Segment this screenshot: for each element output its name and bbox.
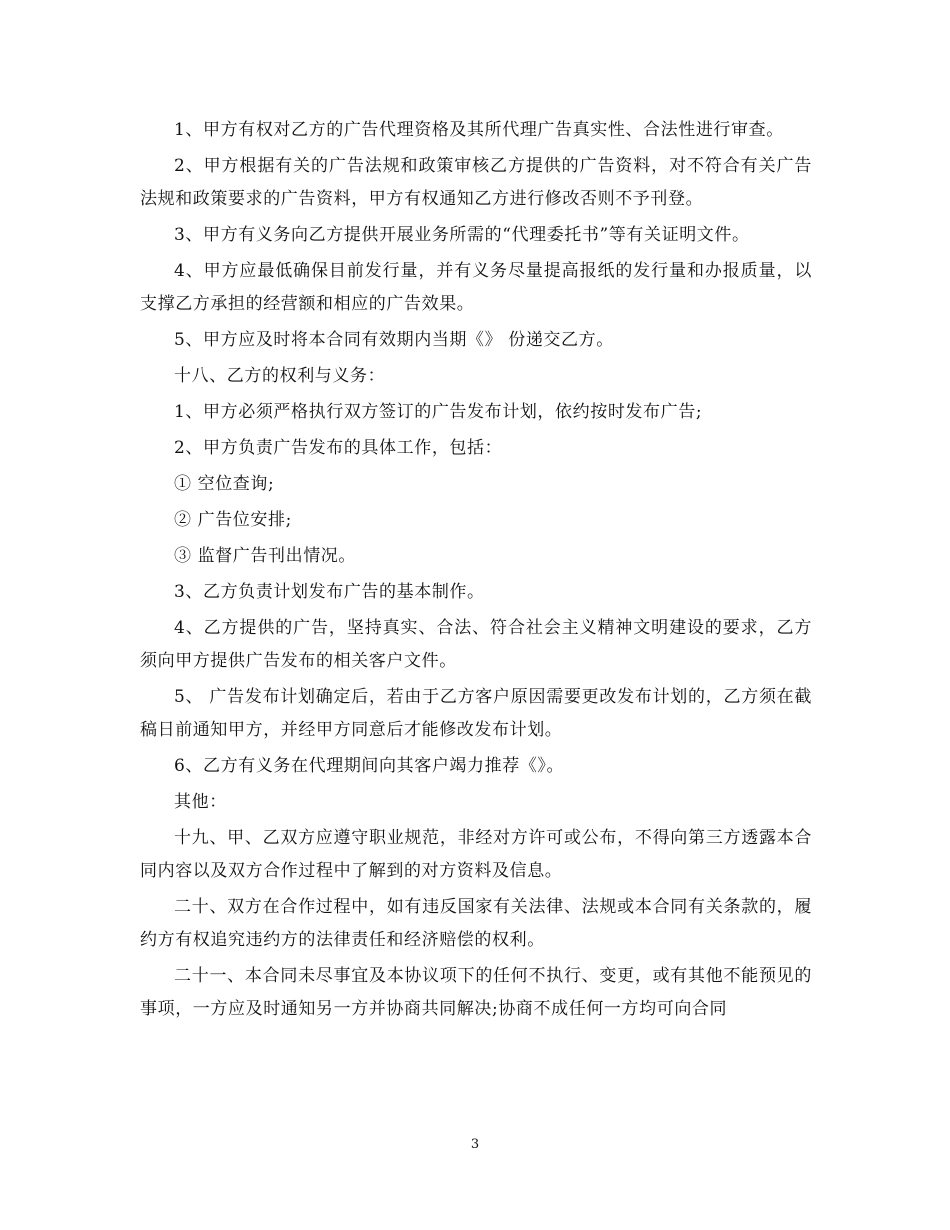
- section-heading: 其他：: [174, 792, 227, 812]
- paragraph: 4、甲方应最低确保目前发行量，并有义务尽量提高报纸的发行量和办报质量，以支撑乙方承担的经营额和相应的广告效果。: [140, 261, 812, 314]
- paragraph: 2、甲方根据有关的广告法规和政策审核乙方提供的广告资料，对不符合有关广告法规和政策要求的广告资料，甲方有权通知乙方进行修改否则不予刊登。: [140, 156, 812, 209]
- list-item: ① 空位查询;: [174, 474, 275, 494]
- paragraph: 1、甲方必须严格执行双方签订的广告发布计划，依约按时发布广告;: [174, 402, 703, 422]
- list-item: ③ 监督广告刊出情况。: [174, 546, 357, 566]
- paragraph: 6、乙方有义务在代理期间向其客户竭力推荐《》。: [174, 756, 565, 776]
- paragraph: 2、甲方负责广告发布的具体工作，包括：: [174, 438, 503, 458]
- page-number: 3: [470, 1137, 480, 1152]
- paragraph: 3、甲方有义务向乙方提供开展业务所需的“代理委托书”等有关证明文件。: [174, 225, 750, 245]
- paragraph: 5、甲方应及时将本合同有效期内当期《》 份递交乙方。: [174, 330, 614, 350]
- document-body: [140, 114, 812, 1029]
- paragraph: 二十、双方在合作过程中，如有违反国家有关法律、法规或本合同有关条款的，履约方有权追究违约方的法律责任和经济赔偿的权利。: [140, 897, 812, 950]
- paragraph: 二十一、本合同未尽事宜及本协议项下的任何不执行、变更，或有其他不能预见的事项，一方应及时通知另一方并协商共同解决;协商不成任何一方均可向合同: [140, 966, 812, 1019]
- paragraph: 1、甲方有权对乙方的广告代理资格及其所代理广告真实性、合法性进行审查。: [174, 120, 784, 140]
- list-item: ② 广告位安排;: [174, 510, 292, 530]
- paragraph: 3、乙方负责计划发布广告的基本制作。: [174, 582, 485, 602]
- paragraph: 4、乙方提供的广告，坚持真实、合法、符合社会主义精神文明建设的要求，乙方须向甲方提供广告发布的相关客户文件。: [140, 618, 812, 671]
- paragraph: 十九、甲、乙双方应遵守职业规范，非经对方许可或公布，不得向第三方透露本合同内容以及双方合作过程中了解到的对方资料及信息。: [140, 828, 812, 881]
- section-heading: 十八、乙方的权利与义务：: [174, 366, 386, 386]
- paragraph: 5、 广告发布计划确定后，若由于乙方客户原因需要更改发布计划的，乙方须在截稿日前通知甲方，并经甲方同意后才能修改发布计划。: [140, 687, 812, 740]
